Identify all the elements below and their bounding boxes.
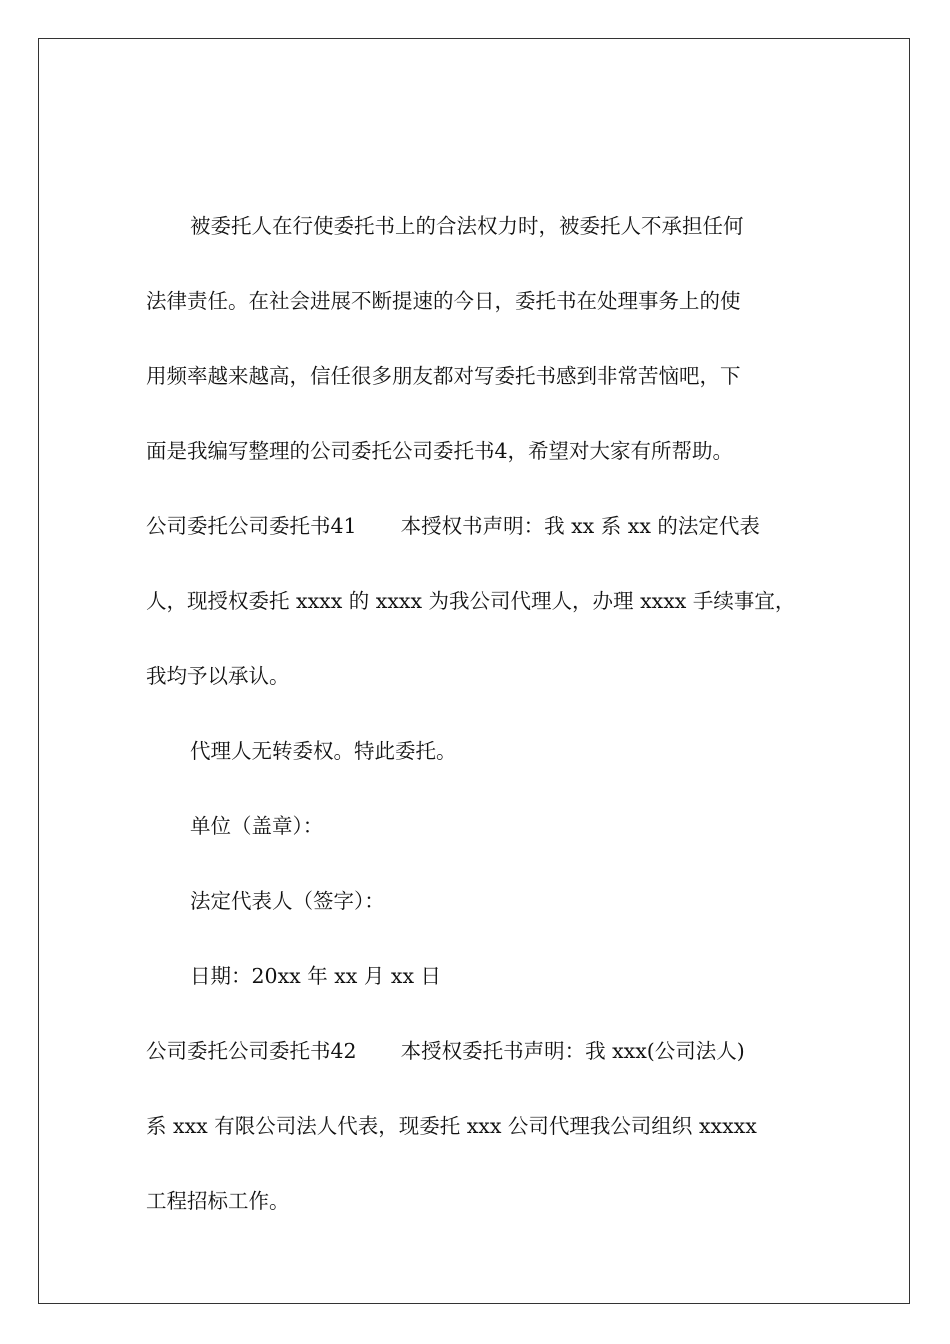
- para1-line4: 面是我编写整理的公司委托公司委托书4，希望对大家有所帮助。: [146, 439, 734, 463]
- section41-line3: 我均予以承认。: [146, 664, 290, 688]
- no-transfer-clause: 代理人无转委权。特此委托。: [190, 739, 457, 763]
- date-line: 日期：20xx 年 xx 月 xx 日: [190, 964, 442, 988]
- section42-line2: 系 xxx 有限公司法人代表，现委托 xxx 公司代理我公司组织 xxxxx: [146, 1114, 757, 1138]
- legal-rep-signature-label: 法定代表人（签字）：: [190, 889, 385, 913]
- section42-line1: [146, 1037, 745, 1065]
- para1-line1: 被委托人在行使委托书上的合法权力时，被委托人不承担任何: [190, 214, 744, 238]
- section42-line3: 工程招标工作。: [146, 1189, 290, 1213]
- section41-text: 本授权书声明：我 xx 系 xx 的法定代表: [400, 514, 760, 538]
- section42-text: 本授权委托书声明：我 xxx(公司法人): [400, 1039, 745, 1063]
- para1-line3: 用频率越来越高，信任很多朋友都对写委托书感到非常苦恼吧，下: [146, 364, 741, 388]
- unit-seal-label: 单位（盖章）：: [190, 814, 324, 838]
- section41-heading: 公司委托公司委托书41: [146, 514, 357, 538]
- section42-heading: 公司委托公司委托书42: [146, 1039, 357, 1063]
- section41-line2: 人，现授权委托 xxxx 的 xxxx 为我公司代理人，办理 xxxx 手续事宜，: [146, 589, 796, 613]
- para1-line2: 法律责任。在社会进展不断提速的今日，委托书在处理事务上的使: [146, 289, 741, 313]
- section41-line1: [146, 512, 760, 540]
